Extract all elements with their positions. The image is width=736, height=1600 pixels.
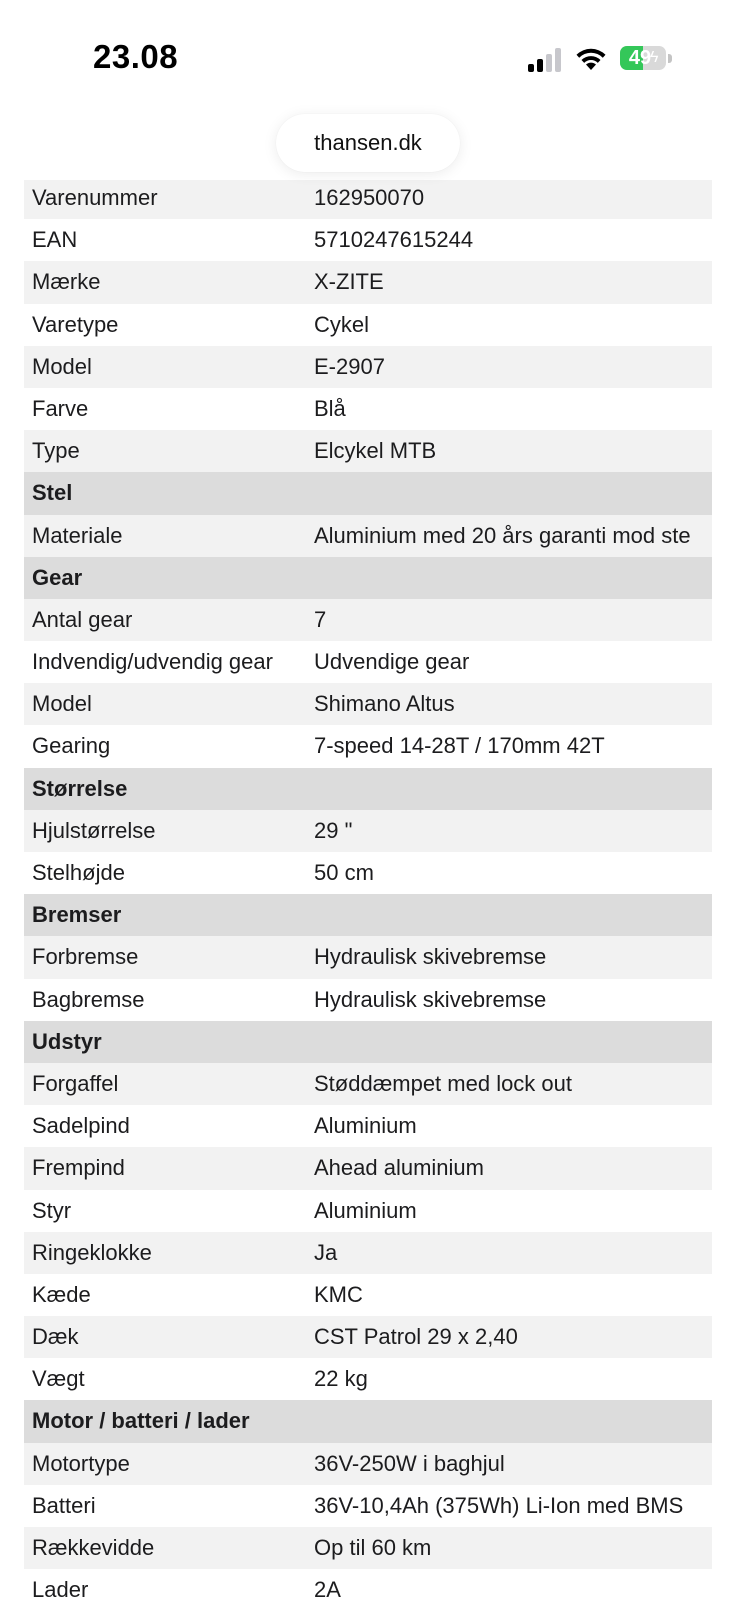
- spec-value: 5710247615244: [314, 227, 474, 253]
- spec-value: Shimano Altus: [314, 691, 455, 717]
- spec-label: Ringeklokke: [32, 1239, 152, 1265]
- table-row: [24, 430, 712, 472]
- spec-label: Hjulstørrelse: [32, 817, 156, 843]
- table-row: [24, 261, 712, 303]
- spec-label: Frempind: [32, 1155, 125, 1181]
- status-time: 23.08: [93, 38, 179, 75]
- spec-label: Bagbremse: [32, 986, 145, 1012]
- table-row: [24, 304, 712, 346]
- spec-value: X-ZITE: [314, 269, 384, 295]
- table-row: [24, 1569, 712, 1600]
- spec-table-viewport[interactable]: [24, 180, 712, 1600]
- spec-value: Ja: [314, 1239, 338, 1265]
- section-title: Størrelse: [32, 775, 128, 801]
- spec-label: Lader: [32, 1577, 89, 1600]
- spec-label: Materiale: [32, 522, 123, 548]
- spec-value: Aluminium med 20 års garanti mod ste: [314, 522, 691, 548]
- section-header: [24, 768, 712, 810]
- spec-label: Varetype: [32, 311, 119, 337]
- spec-value: Aluminium: [314, 1197, 417, 1223]
- spec-value: Blå: [314, 395, 346, 421]
- spec-label: Model: [32, 353, 92, 379]
- table-row: [24, 1190, 712, 1232]
- spec-label: Mærke: [32, 269, 101, 295]
- table-row: [24, 1232, 712, 1274]
- spec-table: [24, 180, 712, 1600]
- section-title: Motor / batteri / lader: [32, 1408, 250, 1434]
- section-title: Udstyr: [32, 1028, 102, 1054]
- spec-value: Støddæmpet med lock out: [314, 1070, 573, 1096]
- spec-label: Indvendig/udvendig gear: [32, 649, 273, 675]
- spec-label: Forbremse: [32, 944, 139, 970]
- section-header: [24, 1021, 712, 1063]
- address-bar[interactable]: thansen.dk: [276, 114, 460, 172]
- spec-value: KMC: [314, 1281, 363, 1307]
- table-row: [24, 725, 712, 767]
- table-row: [24, 599, 712, 641]
- spec-label: Rækkevidde: [32, 1535, 155, 1560]
- spec-value: 22 kg: [314, 1366, 368, 1392]
- table-row: [24, 683, 712, 725]
- spec-label: Motortype: [32, 1450, 130, 1476]
- table-row: [24, 979, 712, 1021]
- spec-label: EAN: [32, 227, 78, 253]
- table-row: [24, 219, 712, 261]
- spec-value: Cykel: [314, 311, 370, 337]
- wifi-icon: [575, 46, 607, 72]
- battery-indicator: [620, 46, 672, 72]
- spec-label: Gearing: [32, 733, 111, 759]
- spec-value: Aluminium: [314, 1113, 417, 1139]
- table-row: [24, 515, 712, 557]
- spec-label: Sadelpind: [32, 1113, 130, 1139]
- status-bar: [0, 0, 736, 112]
- spec-label: Forgaffel: [32, 1070, 119, 1096]
- battery-percent: 49: [628, 47, 652, 69]
- section-header: [24, 557, 712, 599]
- spec-value: 36V-10,4Ah (375Wh) Li-Ion med BMS: [314, 1492, 684, 1518]
- spec-label: Kæde: [32, 1281, 91, 1307]
- section-title: Stel: [32, 480, 73, 506]
- table-row: [24, 1147, 712, 1189]
- charging-bolt-icon: ϟ: [650, 49, 659, 66]
- spec-value: Elcykel MTB: [314, 438, 437, 464]
- spec-value: Hydraulisk skivebremse: [314, 986, 547, 1012]
- section-header: [24, 472, 712, 514]
- spec-label: Type: [32, 438, 80, 464]
- spec-value: 29 ": [314, 817, 353, 843]
- spec-value: 2A: [314, 1577, 341, 1600]
- table-row: [24, 1316, 712, 1358]
- spec-label: Antal gear: [32, 606, 133, 632]
- table-row: [24, 1063, 712, 1105]
- table-row: [24, 388, 712, 430]
- table-row: [24, 1527, 712, 1569]
- spec-label: Stelhøjde: [32, 860, 125, 885]
- battery-nub: [668, 54, 672, 63]
- table-row: [24, 936, 712, 978]
- table-row: [24, 1358, 712, 1400]
- table-row: [24, 810, 712, 852]
- table-row: [24, 1105, 712, 1147]
- spec-value: 7-speed 14-28T / 170mm 42T: [314, 733, 605, 759]
- spec-label: Varenummer: [32, 185, 158, 210]
- battery-body: [620, 46, 666, 70]
- table-row: [24, 1485, 712, 1527]
- spec-label: Model: [32, 691, 92, 717]
- spec-value: 7: [314, 606, 327, 632]
- table-row: [24, 852, 712, 894]
- table-row: [24, 346, 712, 388]
- spec-label: Batteri: [32, 1492, 96, 1518]
- table-row: [24, 1274, 712, 1316]
- spec-value: 50 cm: [314, 860, 374, 885]
- table-row: [24, 180, 712, 219]
- spec-value: Udvendige gear: [314, 649, 470, 675]
- spec-label: Vægt: [32, 1366, 85, 1392]
- spec-value: E-2907: [314, 353, 385, 379]
- section-title: Gear: [32, 564, 83, 590]
- spec-label: Dæk: [32, 1324, 79, 1350]
- spec-label: Styr: [32, 1197, 72, 1223]
- section-header: [24, 894, 712, 936]
- cellular-signal-icon: [528, 48, 564, 72]
- spec-value: Op til 60 km: [314, 1535, 432, 1560]
- section-header: [24, 1400, 712, 1442]
- section-title: Bremser: [32, 902, 122, 928]
- spec-value: Ahead aluminium: [314, 1155, 484, 1181]
- spec-value: Hydraulisk skivebremse: [314, 944, 547, 970]
- spec-value: CST Patrol 29 x 2,40: [314, 1324, 518, 1350]
- table-row: [24, 1443, 712, 1485]
- spec-label: Farve: [32, 395, 89, 421]
- spec-value: 162950070: [314, 185, 425, 210]
- spec-value: 36V-250W i baghjul: [314, 1450, 505, 1476]
- table-row: [24, 641, 712, 683]
